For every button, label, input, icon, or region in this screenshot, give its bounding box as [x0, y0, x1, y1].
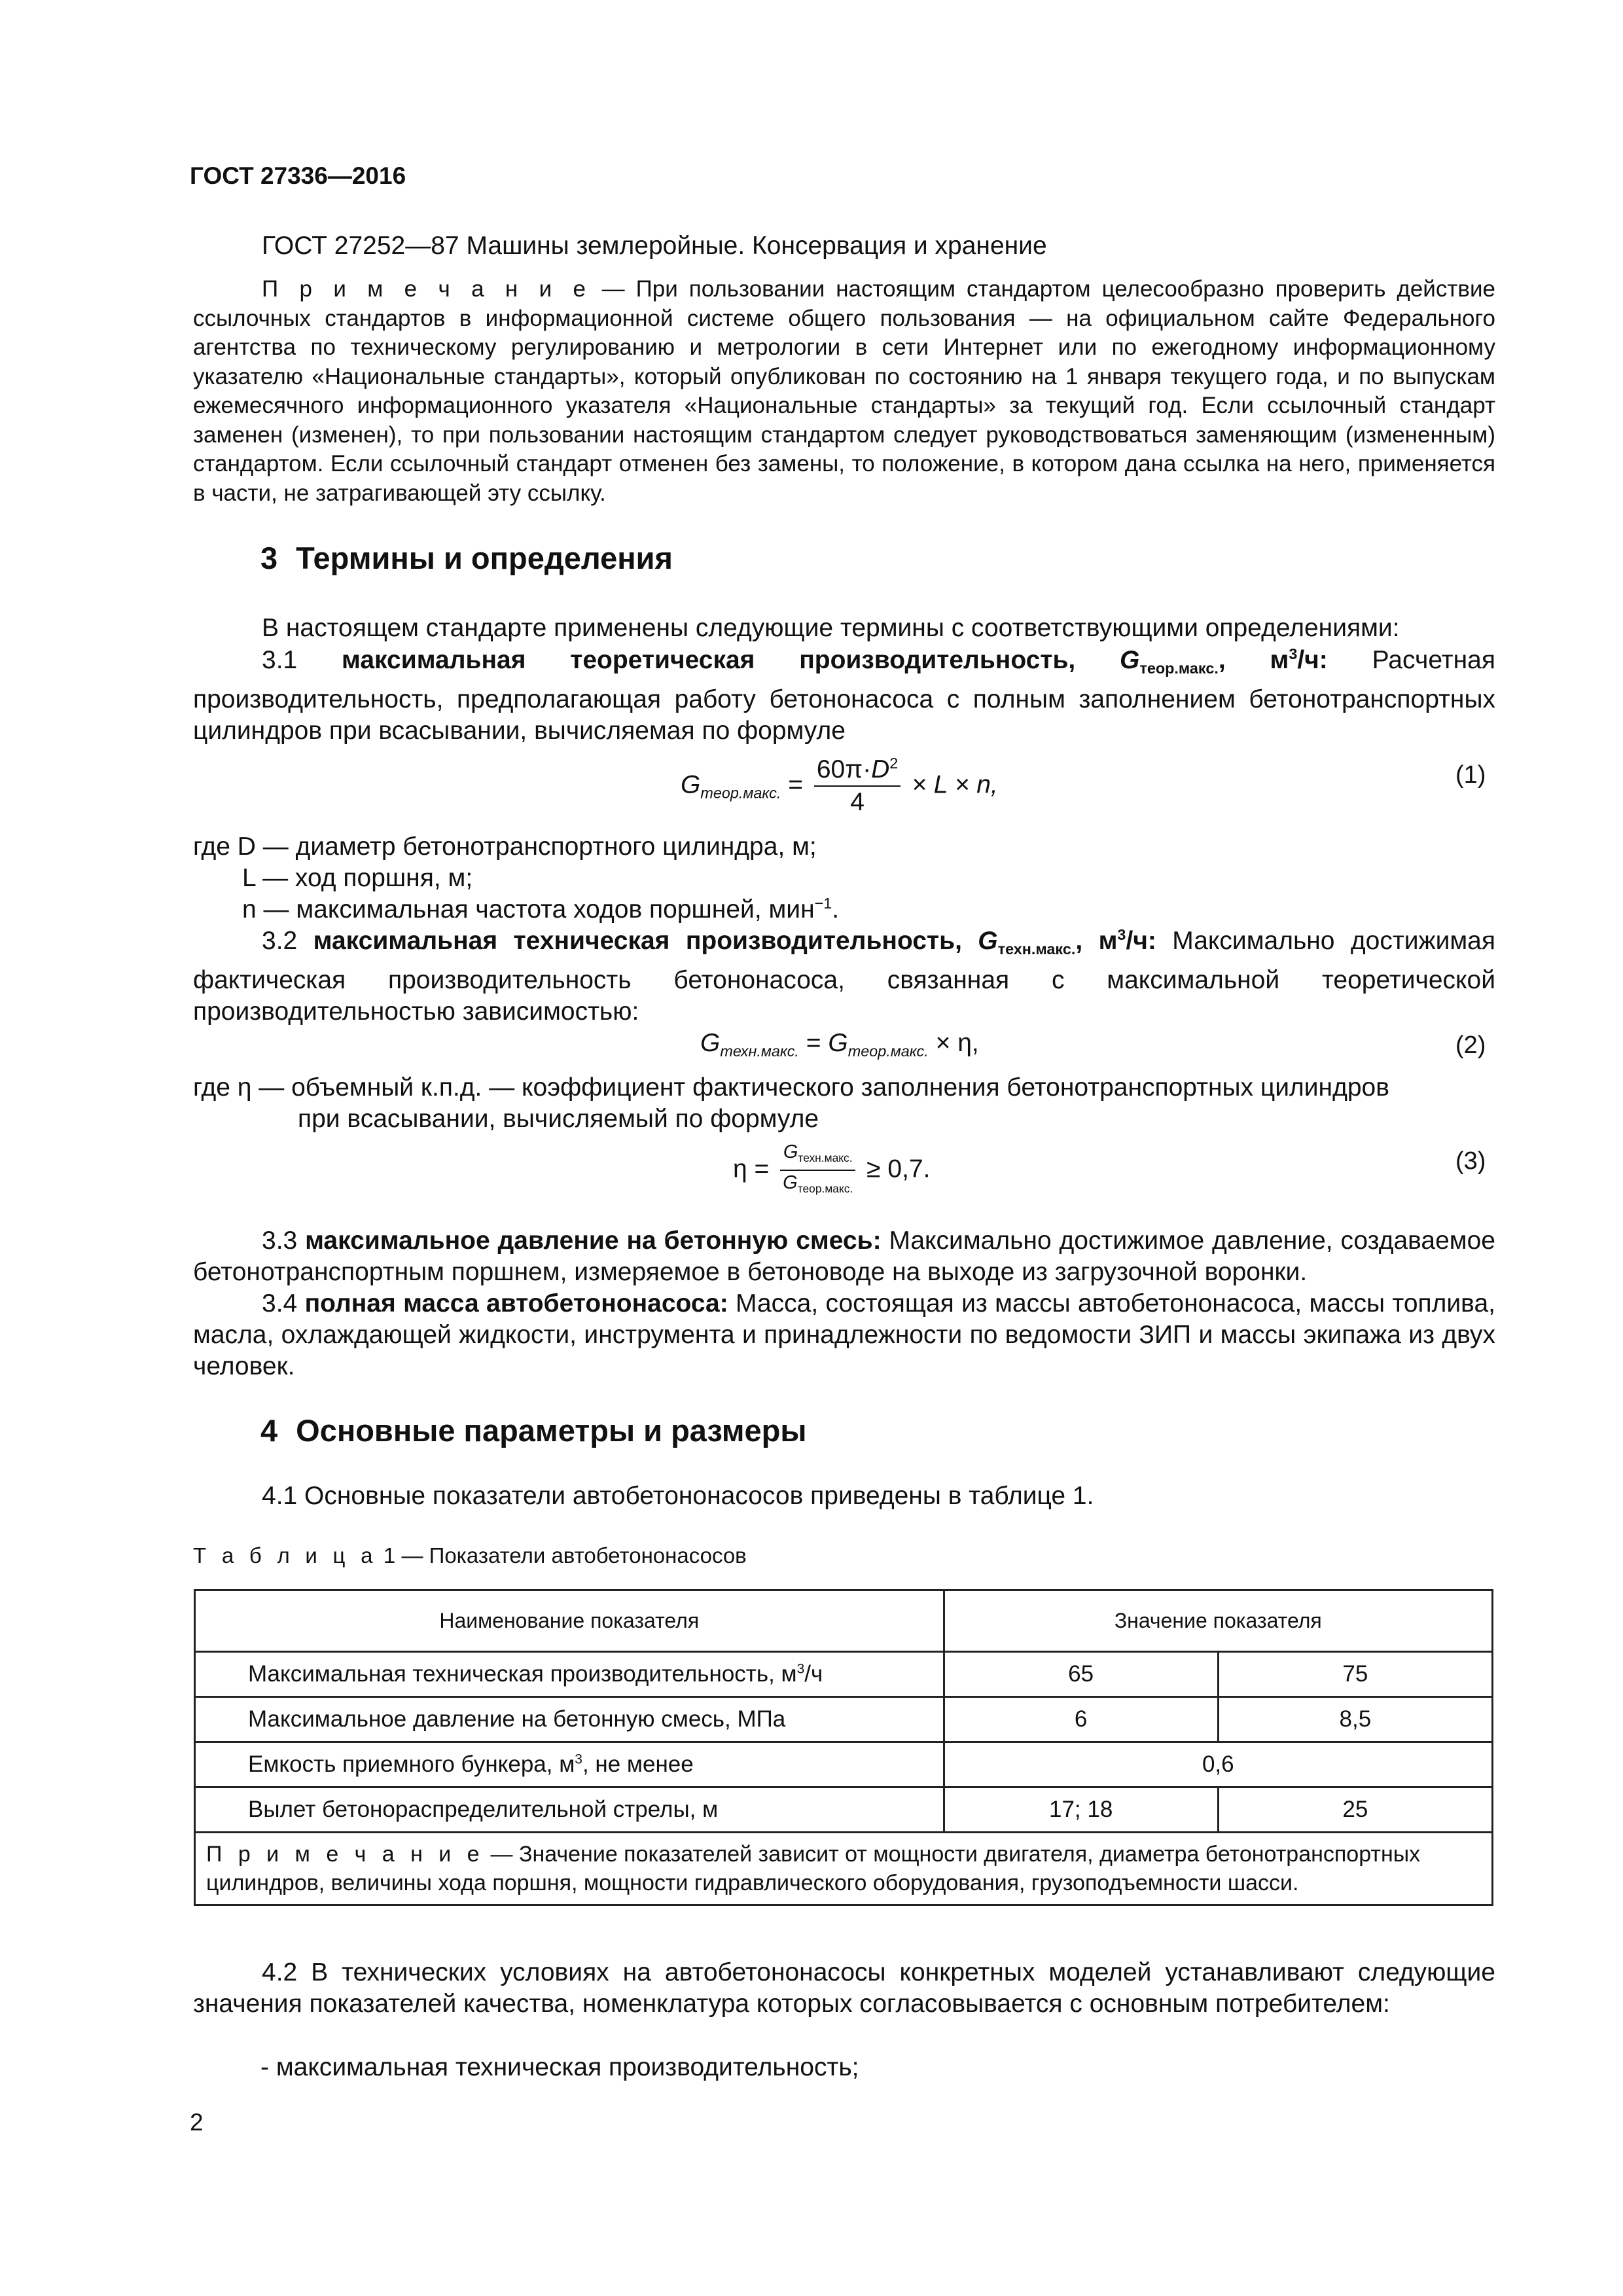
parameter-value: 25: [1218, 1787, 1492, 1833]
term-unit-exponent: 3: [1289, 645, 1298, 662]
term-definition: Максимально достижимое давление, создаваемое бетонотранспортным поршнем, измеряемое в бетоноводе на выходе из загрузочной воронки.: [193, 1227, 1495, 1286]
note-text: — При пользовании настоящим стандартом целесообразно проверить действие ссылочных стандартов в информационной системе общего пользования — на официальном сайте Федерального агентства по техническому регулированию и метрологии в сети Интернет или по ежегодному информационному указателю «Национальные стандарты», который опубликован по состоянию на 1 января текущего года, и по выпускам ежемесячного информационного указателя «Национальные стандарты» за текущий год. Если ссылочный стандарт заменен (изменен), то при пользовании настоящим стандартом следует руководствоваться заменяющим (измененным) стандартом. Если ссылочный стандарт отменен без замены, то положение, в котором дана ссылка на него, применяется в части, не затрагивающей эту ссылку.: [193, 276, 1495, 506]
list-item: - максимальная техническая производительность;: [260, 2053, 859, 2081]
parameter-value: 8,5: [1218, 1697, 1492, 1742]
formula-lhs-symbol: G: [700, 1029, 721, 1057]
where-line-3-exponent: −1: [814, 894, 832, 912]
table-note: [195, 1833, 1493, 1905]
term-symbol-subscript: техн.макс.: [997, 941, 1076, 958]
numerator-coefficient: 60π·: [816, 755, 872, 783]
formula-rhs-subscript: теор.макс.: [847, 1043, 929, 1060]
fraction-numerator: [780, 1140, 855, 1171]
term-name: полная масса автобетононасоса:: [304, 1289, 728, 1318]
caption-label: Т а б л и ц а: [193, 1543, 378, 1568]
equation-number-3: (3): [1455, 1147, 1486, 1175]
note-label: П р и м е ч а н и е: [262, 276, 591, 302]
equation-number-2: (2): [1455, 1031, 1486, 1059]
parameter-unit-exponent: 3: [575, 1751, 582, 1767]
term-definition: Максимально достижимая фактическая производительность бетононасоса, связанная с максимальной теоретической производительностью зависимостью:: [193, 927, 1495, 1026]
formula-lhs-symbol: G: [681, 770, 701, 799]
term-unit: , м: [1075, 927, 1118, 955]
term-number: 3.2: [262, 927, 298, 955]
formula-tail: × η,: [935, 1029, 979, 1057]
parameter-name-text: Максимальная техническая производительность, м: [248, 1661, 797, 1687]
parameter-name: [195, 1742, 944, 1787]
term-number: 3.1: [262, 646, 298, 674]
document-id-header: ГОСТ 27336—2016: [190, 162, 406, 189]
fraction-denominator: 4: [850, 788, 865, 816]
formula-equals: =: [806, 1029, 821, 1057]
table-row: [195, 1787, 1493, 1833]
term-definition: Масса, состоящая из массы автобетононасоса, массы топлива, масла, охлаждающей жидкости, инструмента и принадлежности по ведомости ЗИП и массы экипажа из двух человек.: [193, 1289, 1495, 1380]
numerator-symbol: G: [783, 1141, 798, 1162]
parameters-table: [194, 1589, 1493, 1906]
column-header: Значение показателя: [944, 1590, 1492, 1652]
parameter-value: 0,6: [944, 1742, 1492, 1787]
term-symbol-subscript: теор.макс.: [1139, 660, 1219, 677]
term-3-2: [193, 925, 1495, 1028]
parameter-name-text: Емкость приемного бункера, м: [248, 1751, 575, 1777]
where-line-3-end: .: [832, 895, 840, 924]
formula-fraction: [814, 754, 901, 818]
reference-entry: ГОСТ 27252—87 Машины землеройные. Консервация и хранение: [262, 232, 1047, 260]
term-unit-end: /ч:: [1126, 927, 1156, 955]
section-3-heading: [260, 540, 673, 576]
page-number: 2: [190, 2109, 204, 2136]
formula-lhs: η =: [733, 1155, 770, 1183]
table-row: [195, 1652, 1493, 1697]
term-name: максимальная техническая производительность,: [313, 927, 962, 955]
caption-text: 1 — Показатели автобетононасосов: [377, 1543, 747, 1568]
formula-equals: =: [788, 770, 803, 799]
parameter-value: 75: [1218, 1652, 1492, 1697]
parameter-name: Вылет бетонораспределительной стрелы, м: [195, 1787, 944, 1833]
section-4-heading: [260, 1412, 806, 1448]
paragraph-4-1: 4.1 Основные показатели автобетононасосов приведены в таблице 1.: [262, 1482, 1094, 1510]
formula-lhs-subscript: техн.макс.: [720, 1043, 799, 1060]
equation-number-1: (1): [1455, 761, 1486, 789]
where-eta-line-2: при всасывании, вычисляемый по формуле: [298, 1105, 819, 1133]
term-unit-end: /ч:: [1297, 646, 1328, 674]
section-number: 4: [260, 1413, 278, 1448]
term-unit: , м: [1218, 646, 1289, 674]
term-number: 3.3: [262, 1227, 298, 1255]
formula-lhs-subscript: теор.макс.: [700, 784, 781, 802]
term-symbol: G: [978, 927, 998, 955]
where-line-1: где D — диаметр бетонотранспортного цилиндра, м;: [193, 833, 817, 861]
formula-rhs-symbol: G: [828, 1029, 848, 1057]
numerator-exponent: 2: [889, 754, 899, 772]
formula-fraction: [780, 1140, 855, 1200]
parameter-name-end: , не менее: [582, 1751, 694, 1777]
denominator-symbol: G: [783, 1172, 798, 1194]
section-number: 3: [260, 541, 278, 575]
formula-3: [733, 1140, 930, 1200]
paragraph-4-2: 4.2 В технических условиях на автобетононасосы конкретных моделей устанавливают следующие значения показателей качества, номенклатура которых согласовывается с основным потребителем:: [193, 1958, 1495, 2018]
section-3-intro: В настоящем стандарте применены следующие термины с соответствующими определениями:: [262, 614, 1400, 642]
table-header-row: [195, 1590, 1493, 1652]
table-row: [195, 1742, 1493, 1787]
numerator-symbol: D: [871, 755, 890, 783]
where-line-3-text: n — максимальная частота ходов поршней, мин: [242, 895, 815, 924]
term-definition: Расчетная производительность, предполагающая работу бетононасоса с полным заполнением бетонотранспортных цилиндров при всасывании, вычисляемая по формуле: [193, 646, 1495, 745]
term-number: 3.4: [262, 1289, 298, 1318]
numerator-subscript: техн.макс.: [798, 1151, 853, 1165]
term-name: максимальная теоретическая производительность,: [342, 646, 1076, 674]
parameter-name: [195, 1652, 944, 1697]
table-caption: [193, 1543, 747, 1568]
column-header: Наименование показателя: [195, 1590, 944, 1652]
formula-rhs: × L × n,: [912, 770, 998, 799]
formula-2: [700, 1028, 979, 1067]
fraction-denominator: [780, 1171, 855, 1200]
table-note-text: — Значение показателей зависит от мощности двигателя, диаметра бетонотранспортных цилиндров, величины хода поршня, мощности гидравлического оборудования, грузоподъемности шасси.: [206, 1842, 1421, 1895]
term-3-4: [193, 1288, 1495, 1382]
formula-tail: ≥ 0,7.: [866, 1155, 931, 1183]
table-note-row: [195, 1833, 1493, 1905]
parameter-value: 6: [944, 1697, 1218, 1742]
parameter-value: 65: [944, 1652, 1218, 1697]
formula-1: [681, 754, 998, 818]
term-name: максимальное давление на бетонную смесь:: [305, 1227, 882, 1255]
parameter-name-end: /ч: [804, 1661, 823, 1687]
term-3-1: [193, 645, 1495, 747]
section-title: Термины и определения: [296, 541, 673, 575]
references-note: [193, 275, 1495, 508]
table-row: [195, 1697, 1493, 1742]
term-unit-exponent: 3: [1117, 925, 1126, 943]
term-3-3: [193, 1225, 1495, 1288]
where-line-2: L — ход поршня, м;: [242, 864, 473, 892]
section-title: Основные параметры и размеры: [296, 1413, 807, 1448]
where-eta-line-1: где η — объемный к.п.д. — коэффициент фактического заполнения бетонотранспортных цилиндров: [193, 1073, 1389, 1102]
denominator-subscript: теор.макс.: [797, 1182, 853, 1196]
parameter-unit-exponent: 3: [796, 1661, 805, 1677]
parameter-name: Максимальное давление на бетонную смесь, МПа: [195, 1697, 944, 1742]
parameter-value: 17; 18: [944, 1787, 1218, 1833]
term-symbol: G: [1120, 646, 1140, 674]
table-note-label: П р и м е ч а н и е: [206, 1842, 485, 1867]
where-line-3: [242, 894, 839, 925]
fraction-numerator: [814, 754, 901, 787]
